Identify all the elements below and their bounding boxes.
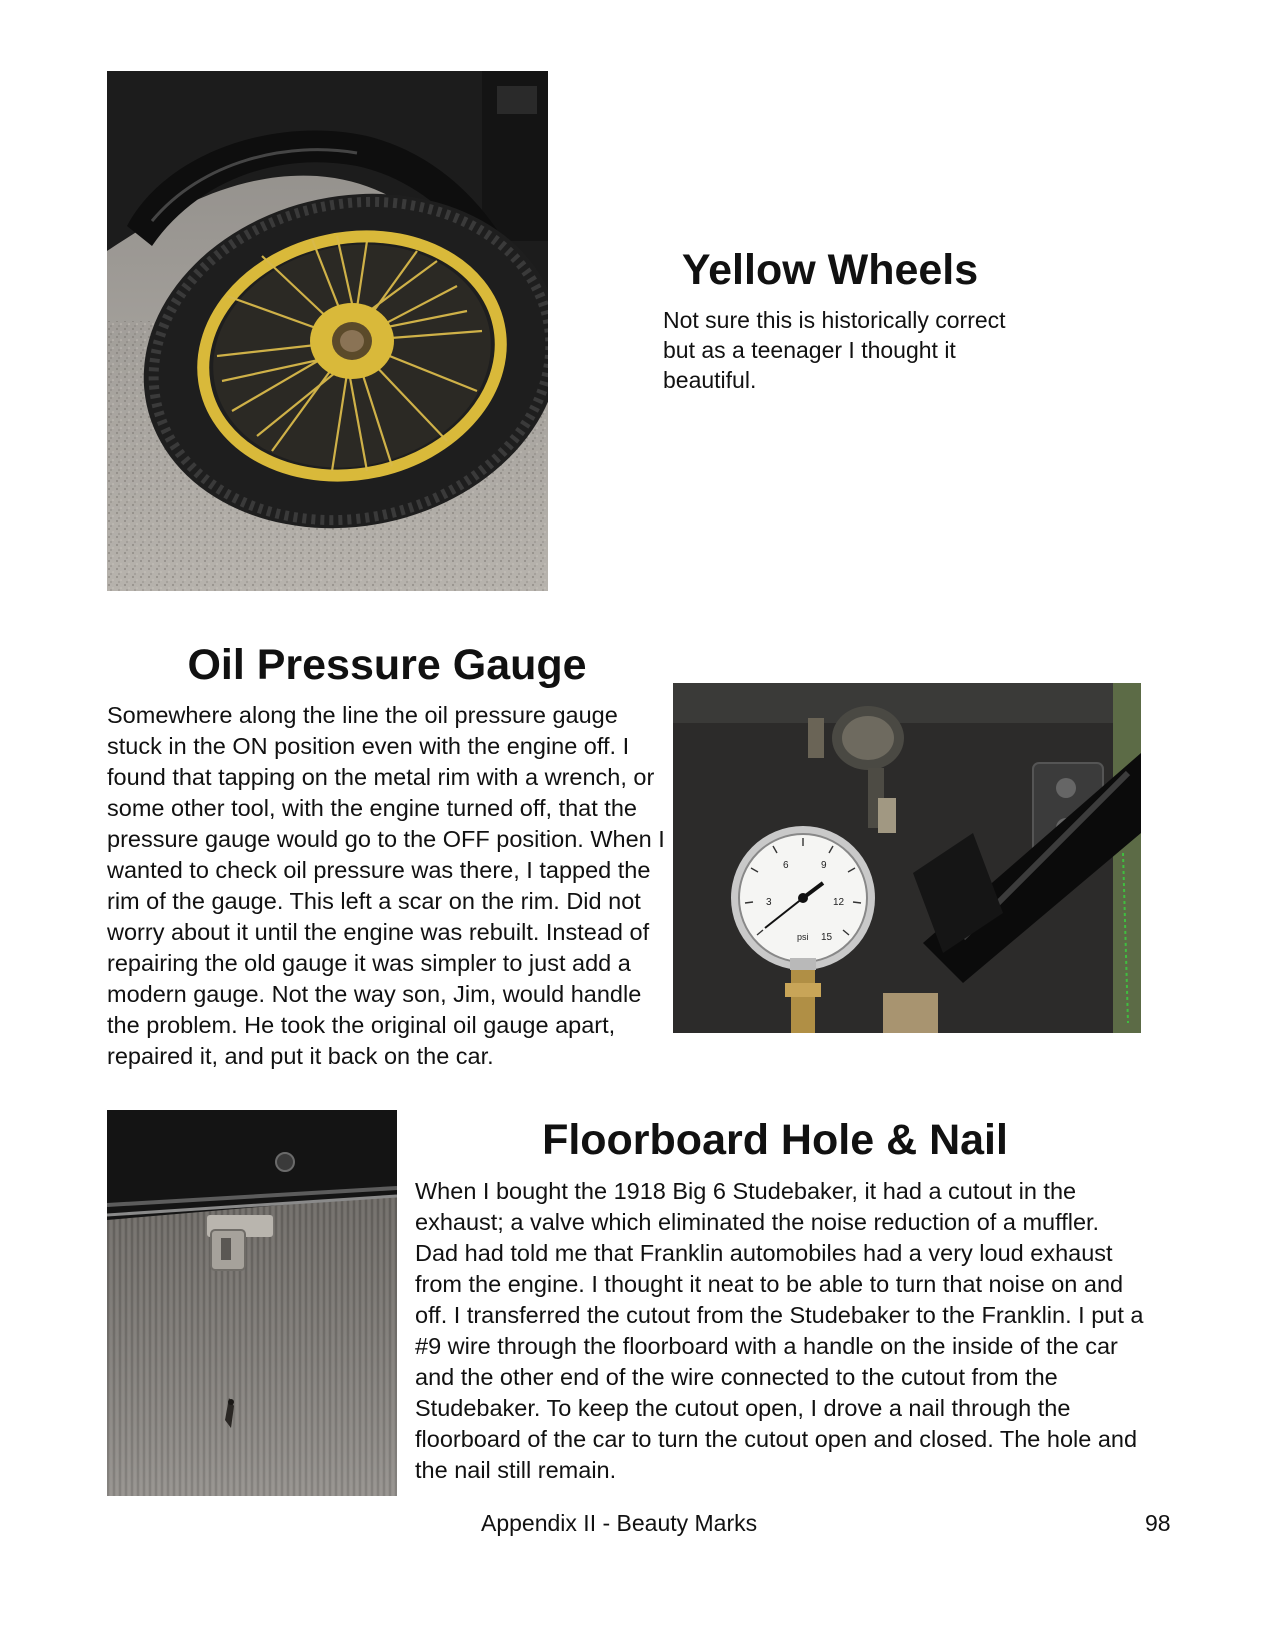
floorboard-photo	[107, 1110, 397, 1496]
yellow-wheels-title: Yellow Wheels	[681, 246, 979, 294]
gauge-label-9: 9	[821, 860, 827, 871]
yellow-wheels-text: Not sure this is historically correct but as a teenager I thought it beautiful.	[663, 307, 1006, 393]
floorboard-text: When I bought the 1918 Big 6 Studebaker, it had a cutout in the exhaust; a valve which eliminated the noise reduction of a muffler. Dad had told me that Franklin automobiles had a very loud exhaust from the engine. I thought it neat to be able to turn that noise on and off. I transferred the cutout from the Studebaker to the Franklin. I put a #9 wire through the floorboard with a handle on the inside of the car and the other end of the wire connected to the cutout from the Studebaker. To keep the cutout open, I drove a nail through the floorboard of the car to turn the cutout open and closed. The hole and the nail still remain.	[415, 1178, 1144, 1483]
oil-gauge-photo	[673, 683, 1141, 1033]
yellow-wheel-photo	[107, 71, 548, 591]
gauge-label-15: 15	[821, 932, 833, 943]
oil-gauge-title: Oil Pressure Gauge	[187, 641, 587, 689]
floorboard-title: Floorboard Hole & Nail	[542, 1116, 1008, 1164]
gauge-label-psi: psi	[797, 932, 809, 942]
gauge-label-12: 12	[833, 897, 845, 908]
page-footer-label: Appendix II - Beauty Marks	[481, 1510, 758, 1536]
oil-gauge-text: Somewhere along the line the oil pressure gauge stuck in the ON position even with the engine off. I found that tapping on the metal rim with a wrench, or some other tool, with the engine turned off, that the pressure gauge would go to the OFF position. When I wanted to check oil pressure was there, I tapped the rim of the gauge. This left a scar on the rim. Did not worry about it until the engine was rebuilt. Instead of repairing the old gauge it was simpler to just add a modern gauge. Not the way son, Jim, would handle the problem. He took the original oil gauge apart, repaired it, and put it back on the car.	[107, 702, 665, 1069]
gauge-label-3: 3	[766, 897, 772, 908]
page-number: 98	[1145, 1510, 1171, 1536]
gauge-label-6: 6	[783, 860, 789, 871]
